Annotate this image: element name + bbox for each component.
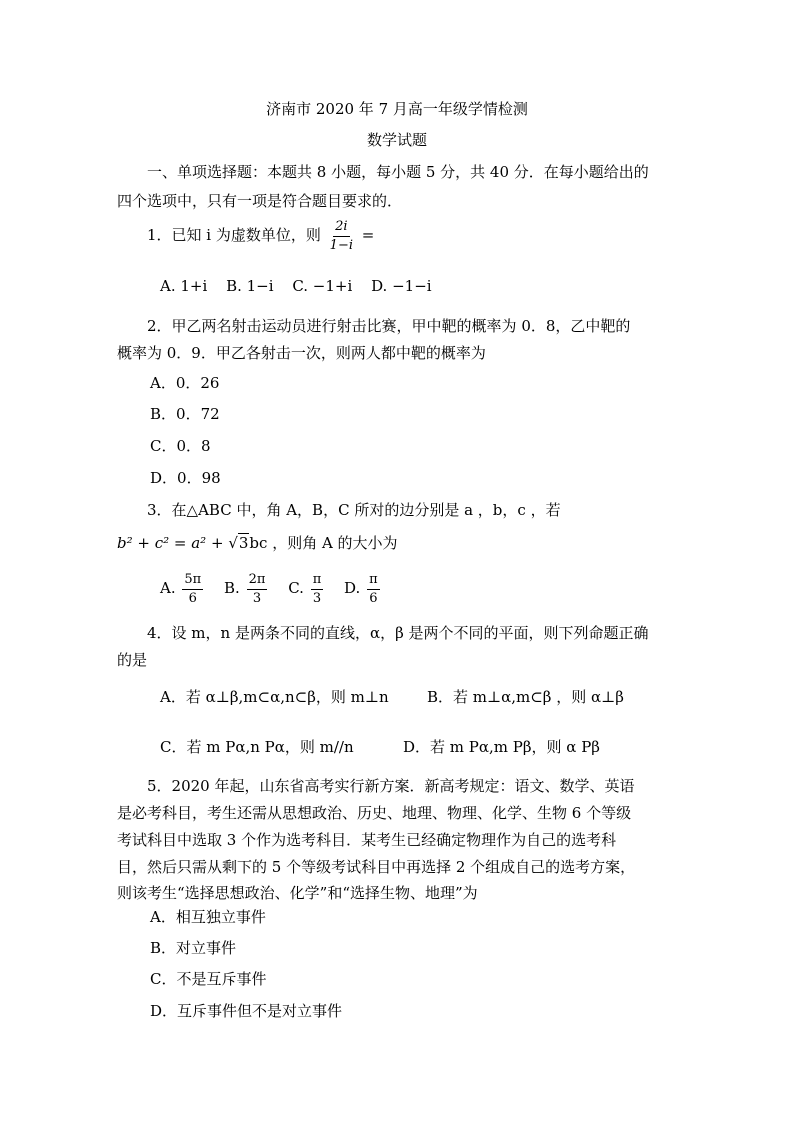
section-intro-line2: 四个选项中，只有一项是符合题目要求的． — [117, 192, 403, 210]
question-2-line1: 2．甲乙两名射击运动员进行射击比赛，甲中靶的概率为 0．8，乙中靶的 — [147, 317, 631, 335]
question-5-line2: 是必考科目，考生还需从思想政治、历史、地理、物理、化学、生物 6 个等级 — [117, 804, 632, 822]
fraction-denominator: 1−i — [329, 237, 353, 253]
question-4-line2: 的是 — [117, 651, 148, 669]
question-4-option-b: B．若 m⊥α,m⊂β ，则 α⊥β — [427, 688, 624, 706]
question-4-option-d: D．若 m Pα,m Pβ，则 α Pβ — [403, 738, 600, 756]
question-5-line4: 目，然后只需从剩下的 5 个等级考试科目中再选择 2 个组成自己的选考方案， — [117, 858, 636, 876]
question-1-options — [160, 279, 446, 294]
equation-right: bc ，则角 A 的大小为 — [249, 534, 398, 552]
option-fraction — [247, 573, 268, 605]
option-fraction — [311, 573, 324, 605]
question-4-option-a: A．若 α⊥β,m⊂α,n⊂β，则 m⊥n — [160, 688, 389, 706]
question-5-option-d: D．互斥事件但不是对立事件 — [150, 1002, 343, 1020]
question-2-line2: 概率为 0．9．甲乙各射击一次，则两人都中靶的概率为 — [117, 344, 486, 362]
option-fraction — [367, 573, 380, 605]
page-title: 济南市 2020 年 7 月高一年级学情检测 — [266, 100, 528, 118]
question-5-option-a: A．相互独立事件 — [150, 908, 266, 926]
question-3-line1: 3．在△ABC 中，角 A，B，C 所对的边分别是 a ，b，c ，若 — [147, 501, 561, 519]
page-subtitle: 数学试题 — [366, 131, 427, 149]
fraction-numerator: 2π — [247, 573, 268, 590]
fraction-numerator: 2i — [333, 220, 349, 237]
question-3-option-d — [344, 573, 382, 605]
question-1-option-a: A. 1+i — [160, 277, 208, 295]
question-1-option-c: C. −1+i — [292, 277, 353, 295]
question-1-option-b: B. 1−i — [226, 277, 274, 295]
option-letter: A. — [160, 579, 176, 598]
question-1-fraction — [328, 220, 355, 252]
question-3-option-c — [288, 573, 325, 605]
fraction-numerator: π — [367, 573, 380, 590]
option-fraction — [182, 573, 203, 605]
section-intro-line1: 一、单项选择题：本题共 8 小题，每小题 5 分，共 40 分．在每小题给出的 — [147, 163, 649, 181]
option-letter: D. — [344, 579, 361, 598]
fraction-denominator: 6 — [188, 590, 197, 606]
equals-sign: = — [361, 226, 375, 245]
question-5-option-c: C．不是互斥事件 — [150, 970, 267, 988]
question-2-option-d: D．0．98 — [150, 469, 221, 487]
fraction-denominator: 6 — [369, 590, 378, 606]
question-3-option-b — [224, 573, 269, 605]
fraction-numerator: 5π — [182, 573, 203, 590]
question-4-line1: 4．设 m，n 是两条不同的直线，α，β 是两个不同的平面，则下列命题正确 — [147, 624, 649, 642]
sqrt-symbol: √3 — [228, 534, 249, 552]
question-1-stem — [147, 220, 374, 252]
question-5-line3: 考试科目中选取 3 个作为选考科目．某考生已经确定物理作为自己的选考科 — [117, 831, 617, 849]
question-3-options — [160, 573, 396, 605]
fraction-denominator: 3 — [252, 590, 262, 606]
question-4-option-c: C．若 m Pα,n Pα，则 m//n — [160, 738, 354, 756]
question-1-text: 1．已知 i 为虚数单位，则 — [147, 226, 321, 245]
option-letter: C. — [288, 579, 304, 598]
sqrt-radicand: 3 — [238, 534, 249, 552]
question-5-line1: 5．2020 年起，山东省高考实行新方案．新高考规定：语文、数学、英语 — [147, 777, 635, 795]
fraction-numerator: π — [311, 573, 324, 590]
question-5-line5: 则该考生“选择思想政治、化学”和“选择生物、地理”为 — [117, 884, 478, 902]
fraction-denominator: 3 — [312, 590, 322, 606]
equation-left: b² + c² = a² + — [117, 534, 229, 552]
question-3-line2 — [117, 536, 398, 551]
question-2-option-b: B．0．72 — [150, 405, 220, 423]
question-2-option-c: C．0．8 — [150, 437, 211, 455]
question-3-option-a — [160, 573, 205, 605]
question-5-option-b: B．对立事件 — [150, 939, 237, 957]
option-letter: B. — [224, 579, 240, 598]
question-2-option-a: A．0．26 — [150, 374, 220, 392]
question-1-option-d: D. −1−i — [371, 277, 432, 295]
